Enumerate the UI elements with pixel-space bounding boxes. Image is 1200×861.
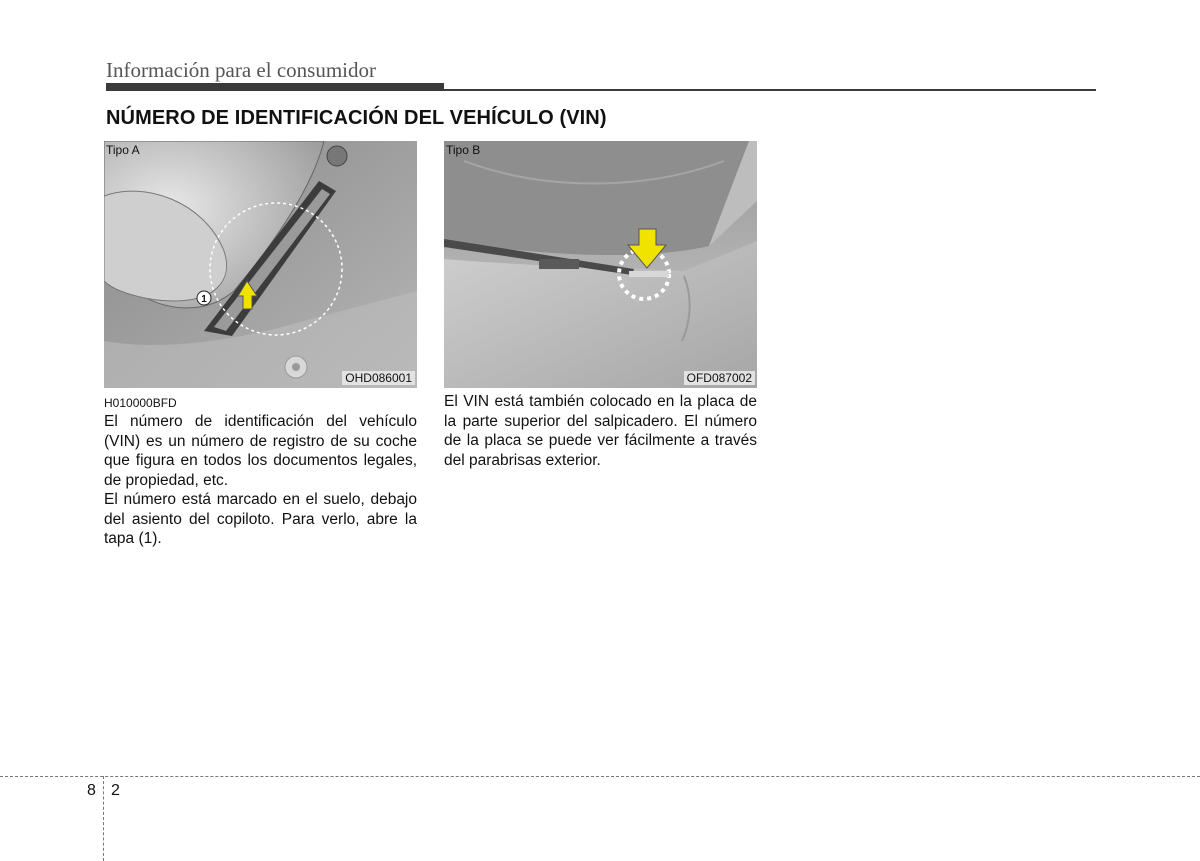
callout-number: 1 (201, 294, 207, 305)
page-number-divider (103, 776, 104, 861)
figure-b-code: OFD087002 (684, 371, 755, 385)
figure-type-b (444, 141, 757, 388)
column-b-paragraph-1: El VIN está también colocado en la placa de la parte superior del salpicadero. El número de la placa se puede ver fácilmente a través del parabrisas exterior. (444, 393, 757, 469)
figure-type-a (104, 141, 417, 388)
column-a-paragraph-2: El número está marcado en el suelo, debajo del asiento del copiloto. Para verlo, abre la tapa (1). (104, 491, 417, 547)
page-number: 2 (111, 782, 120, 799)
section-title: Información para el consumidor (106, 58, 376, 82)
footer-divider (0, 776, 1200, 777)
page-heading: NÚMERO DE IDENTIFICACIÓN DEL VEHÍCULO (VIN) (106, 107, 607, 129)
figure-a-label: Tipo A (106, 143, 140, 157)
chapter-number: 8 (87, 782, 96, 799)
dashboard-windshield-illustration (444, 141, 757, 388)
document-code: H010000BFD (104, 396, 177, 410)
figure-b-label: Tipo B (446, 143, 481, 157)
seat-floor-illustration (104, 141, 417, 388)
header-rule-thin (106, 89, 1096, 91)
figure-a-code: OHD086001 (342, 371, 415, 385)
column-a-paragraph-1: El número de identificación del vehículo (VIN) es un número de registro de su coche que figura en todos los documentos legales, de propiedad, etc. (104, 413, 417, 489)
